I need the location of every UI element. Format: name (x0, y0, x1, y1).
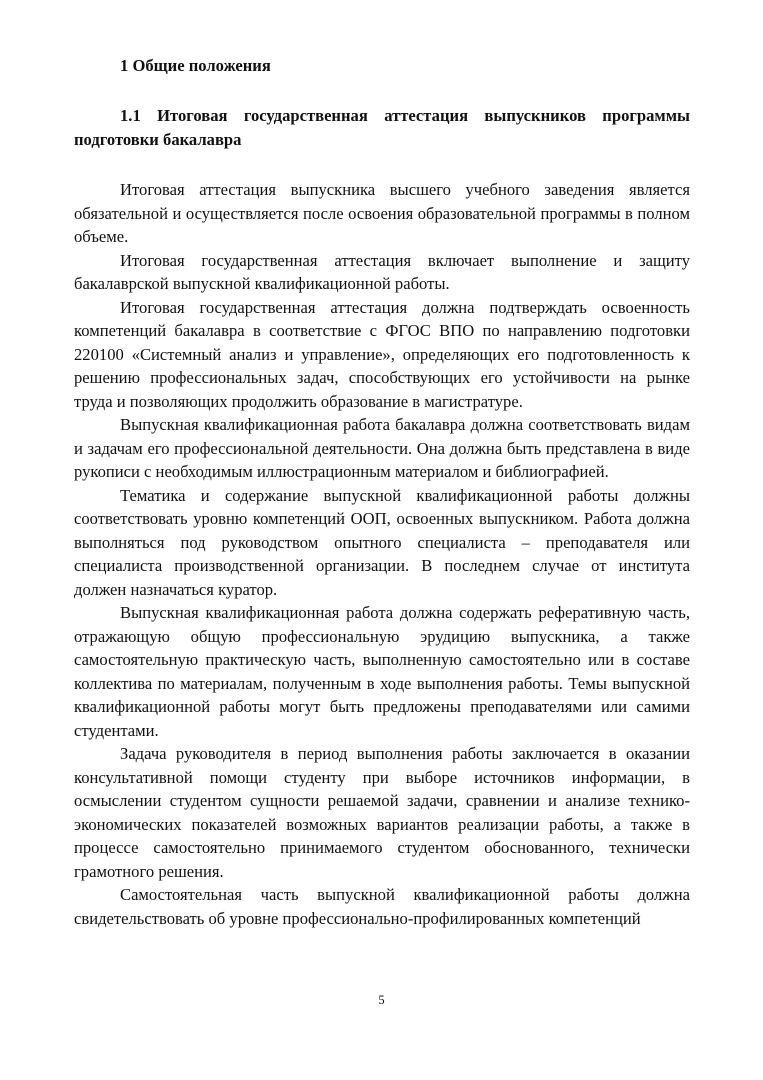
paragraph-2: Итоговая государственная аттестация включает выполнение и защиту бакалаврской выпускной квалификационной работы. (74, 250, 690, 293)
section-heading: 1 Общие положения (120, 56, 271, 75)
document-page (74, 54, 690, 930)
paragraph-4: Выпускная квалификационная работа бакалавра должна соответствовать видам и задачам его профессиональной деятельности. Она должна быть представлена в виде рукописи с необходимым иллюстрационным материалом и библиографией. (74, 415, 690, 481)
subsection-heading: 1.1 Итоговая государственная аттестация выпускников программы подготовки бакалавра (74, 106, 690, 149)
paragraph-8: Самостоятельная часть выпускной квалификационной работы должна свидетельствовать об уровне профессионально-профилированных компетенций (74, 885, 690, 928)
paragraph-3: Итоговая государственная аттестация должна подтверждать освоенность компетенций бакалавра в соответствие с ФГОС ВПО по направлению подготовки 220100 «Системный анализ и управление», определяющих его подготовленность к решению профессиональных задач, способствующих его устойчивости на рынке труда и позволяющих продолжить образование в магистратуре. (74, 297, 690, 411)
paragraph-7: Задача руководителя в период выполнения работы заключается в оказании консультативной помощи студенту при выборе источников информации, в осмыслении студентом сущности решаемой задачи, сравнении и анализе технико-экономических показателей возможных вариантов реализации работы, а также в процессе самостоятельно принимаемого студентом обоснованного, технически грамотного решения. (74, 744, 690, 881)
paragraph-5: Тематика и содержание выпускной квалификационной работы должны соответствовать уровню компетенций ООП, освоенных выпускником. Работа должна выполняться под руководством опытного специалиста – преподавателя или специалиста производственной организации. В последнем случае от института должен назначаться куратор. (74, 485, 690, 599)
paragraph-6: Выпускная квалификационная работа должна содержать реферативную часть, отражающую общую профессиональную эрудицию выпускника, а также самостоятельную практическую часть, выполненную самостоятельно или в составе коллектива по материалам, полученным в ходе выполнения работы. Темы выпускной квалификационной работы могут быть предложены преподавателями или самими студентами. (74, 603, 690, 740)
paragraph-1: Итоговая аттестация выпускника высшего учебного заведения является обязательной и осуществляется после освоения образовательной программы в полном объеме. (74, 180, 690, 246)
page-number: 5 (378, 993, 385, 1007)
